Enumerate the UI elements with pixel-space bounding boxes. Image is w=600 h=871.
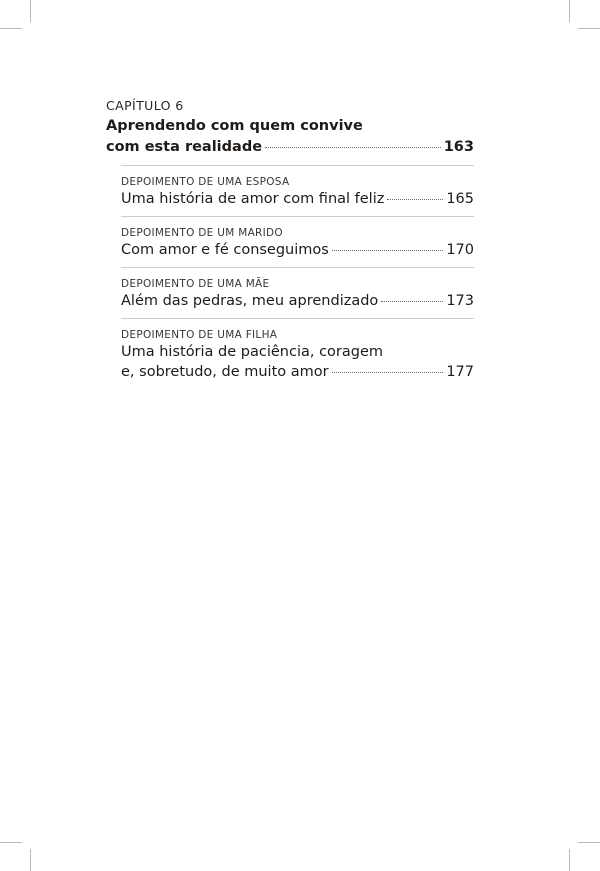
crop-mark bbox=[30, 0, 31, 22]
section-label: DEPOIMENTO DE UMA MÃE bbox=[121, 278, 270, 290]
section-label: DEPOIMENTO DE UMA FILHA bbox=[121, 329, 278, 341]
crop-mark bbox=[569, 849, 570, 871]
dot-leader bbox=[265, 147, 441, 148]
section-label: DEPOIMENTO DE UM MARIDO bbox=[121, 227, 284, 239]
chapter-title-text: com esta realidade bbox=[106, 139, 263, 155]
crop-mark bbox=[30, 849, 31, 871]
dot-leader bbox=[332, 372, 444, 373]
divider bbox=[121, 216, 474, 217]
toc-entry bbox=[121, 328, 474, 382]
section-title-line-1: Uma história de paciência, coragem bbox=[121, 344, 384, 360]
section-title-line-2 bbox=[121, 362, 474, 382]
crop-mark bbox=[0, 842, 22, 843]
toc-entry bbox=[121, 277, 474, 311]
section-title bbox=[121, 291, 474, 311]
section-title-text: Além das pedras, meu aprendizado bbox=[121, 293, 379, 309]
section-title-text: Com amor e fé conseguimos bbox=[121, 242, 329, 258]
dot-leader bbox=[332, 250, 443, 251]
chapter-page-number: 163 bbox=[443, 139, 474, 155]
toc-entry bbox=[121, 175, 474, 209]
crop-mark bbox=[578, 28, 600, 29]
table-of-contents bbox=[106, 98, 474, 382]
dot-leader bbox=[381, 301, 443, 302]
toc-entry bbox=[121, 226, 474, 260]
section-title bbox=[121, 240, 474, 260]
section-label: DEPOIMENTO DE UMA ESPOSA bbox=[121, 176, 290, 188]
dot-leader bbox=[387, 199, 443, 200]
chapter-title bbox=[106, 116, 474, 158]
crop-mark bbox=[569, 0, 570, 22]
section-page-number: 173 bbox=[446, 293, 474, 309]
divider bbox=[121, 165, 474, 166]
section-page-number: 177 bbox=[446, 364, 474, 380]
section-title bbox=[121, 189, 474, 209]
chapter-title-line-1: Aprendendo com quem convive bbox=[106, 118, 363, 134]
divider bbox=[121, 318, 474, 319]
section-page-number: 165 bbox=[446, 191, 474, 207]
crop-mark bbox=[578, 842, 600, 843]
section-page-number: 170 bbox=[446, 242, 474, 258]
chapter-label: CAPÍTULO 6 bbox=[106, 98, 184, 113]
chapter-title-line-2 bbox=[106, 137, 474, 158]
section-title-text: e, sobretudo, de muito amor bbox=[121, 364, 329, 380]
section-title-text: Uma história de amor com final feliz bbox=[121, 191, 385, 207]
crop-mark bbox=[0, 28, 22, 29]
divider bbox=[121, 267, 474, 268]
